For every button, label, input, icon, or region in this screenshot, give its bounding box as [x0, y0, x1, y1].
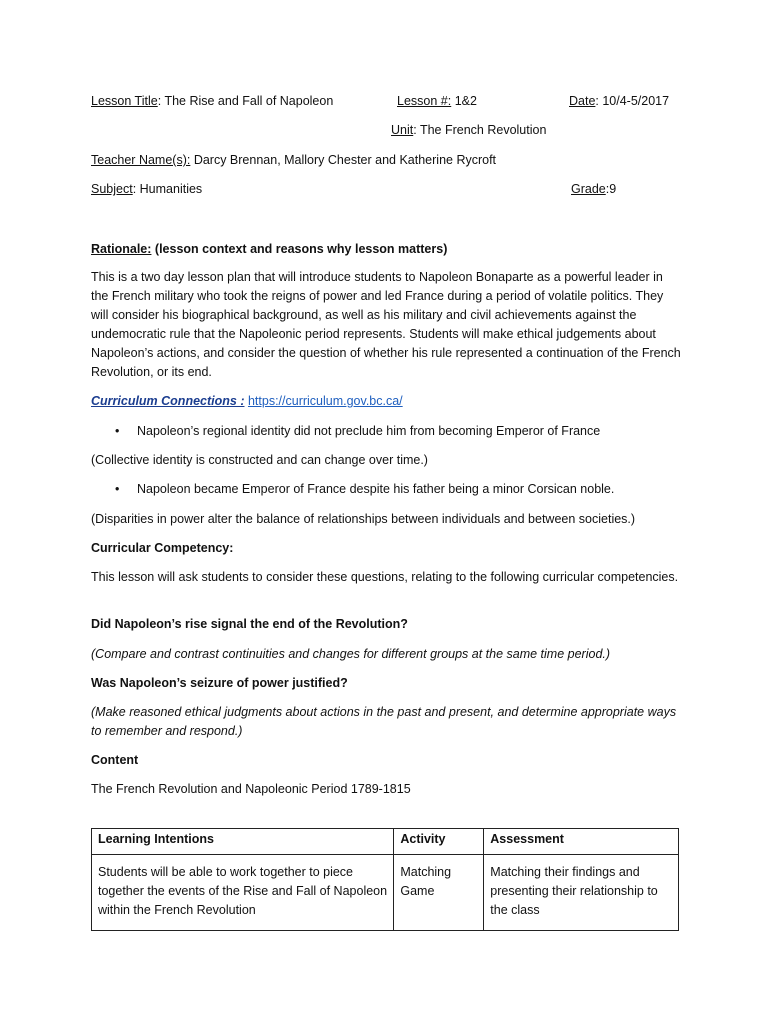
curriculum-note-1: (Collective identity is constructed and can change over time.) [91, 453, 428, 467]
curriculum-bullet-1 [115, 422, 600, 441]
bullet-text: Napoleon’s regional identity did not preclude him from becoming Emperor of France [137, 424, 601, 438]
teacher-line [91, 151, 496, 170]
grade-line [571, 180, 616, 199]
competency-note-1: (Compare and contrast continuities and changes for different groups at the same time period.) [91, 647, 611, 661]
lesson-title-line [91, 92, 333, 111]
table-header-activity: Activity [394, 829, 484, 855]
grade-label: Grade [571, 182, 606, 196]
table-cell-assessment: Matching their findings and presenting their relationship to the class [484, 855, 679, 931]
lesson-title-label: Lesson Title [91, 94, 158, 108]
curriculum-connections-line [91, 392, 403, 411]
bullet-icon: • [115, 482, 120, 496]
bullet-text: Napoleon became Emperor of France despite his father being a minor Corsican noble. [137, 482, 615, 496]
competency-question-2: Was Napoleon’s seizure of power justified? [91, 676, 348, 690]
lesson-number-label: Lesson #: [397, 94, 452, 108]
subject-label: Subject [91, 182, 133, 196]
table-header-assessment: Assessment [484, 829, 679, 855]
subject-value: : Humanities [132, 182, 203, 196]
date-value: : 10/4-5/2017 [595, 94, 670, 108]
unit-line [391, 121, 546, 140]
lesson-title-value: : The Rise and Fall of Napoleon [157, 94, 334, 108]
table-cell-activity: Matching Game [394, 855, 484, 931]
competency-note-2: (Make reasoned ethical judgments about actions in the past and present, and determine appropriate ways to remember and respond.) [91, 705, 677, 738]
lesson-number-value: 1&2 [451, 94, 477, 108]
unit-label: Unit [391, 123, 414, 137]
table-row [92, 855, 679, 931]
curriculum-connections-label: Curriculum Connections : [91, 394, 245, 408]
table-header-learning-intentions: Learning Intentions [92, 829, 394, 855]
content-heading: Content [91, 753, 139, 767]
subject-line [91, 180, 202, 199]
competency-intro: This lesson will ask students to consider these questions, relating to the following curricular competencies. [91, 570, 679, 584]
learning-table [91, 828, 679, 931]
curriculum-link[interactable]: https://curriculum.gov.bc.ca/ [247, 394, 403, 408]
rationale-body: This is a two day lesson plan that will introduce students to Napoleon Bonaparte as a powerful leader in the French military who took the reigns of power and led France during a period of volatile politics. They will consider his biographical background, as well as his military and civil achievements against the undemocratic rule that the Napoleonic period represents. Students will make ethical judgements about Napoleon’s actions, and consider the question of whether his rule represented a continuation of the French Revolution, or its end. [91, 270, 681, 379]
curriculum-bullet-2 [115, 480, 614, 499]
curriculum-note-2: (Disparities in power alter the balance of relationships between individuals and between societies.) [91, 512, 636, 526]
table-cell-learning-intention: Students will be able to work together to piece together the events of the Rise and Fall of Napoleon within the French Revolution [92, 855, 394, 931]
rationale-label-suffix: (lesson context and reasons why lesson matters) [151, 242, 448, 256]
rationale-label: Rationale: [91, 242, 152, 256]
lesson-number-line [397, 92, 477, 111]
competency-question-1: Did Napoleon’s rise signal the end of the Revolution? [91, 617, 408, 631]
teacher-label: Teacher Name(s): [91, 153, 191, 167]
content-text: The French Revolution and Napoleonic Period 1789-1815 [91, 782, 411, 796]
bullet-icon: • [115, 424, 120, 438]
grade-value: :9 [605, 182, 617, 196]
rationale-heading [91, 240, 447, 259]
teacher-value: Darcy Brennan, Mallory Chester and Katherine Rycroft [190, 153, 497, 167]
unit-value: : The French Revolution [413, 123, 547, 137]
competency-heading: Curricular Competency: [91, 541, 234, 555]
date-label: Date [569, 94, 596, 108]
date-line [569, 92, 669, 111]
table-header-row [92, 829, 679, 855]
